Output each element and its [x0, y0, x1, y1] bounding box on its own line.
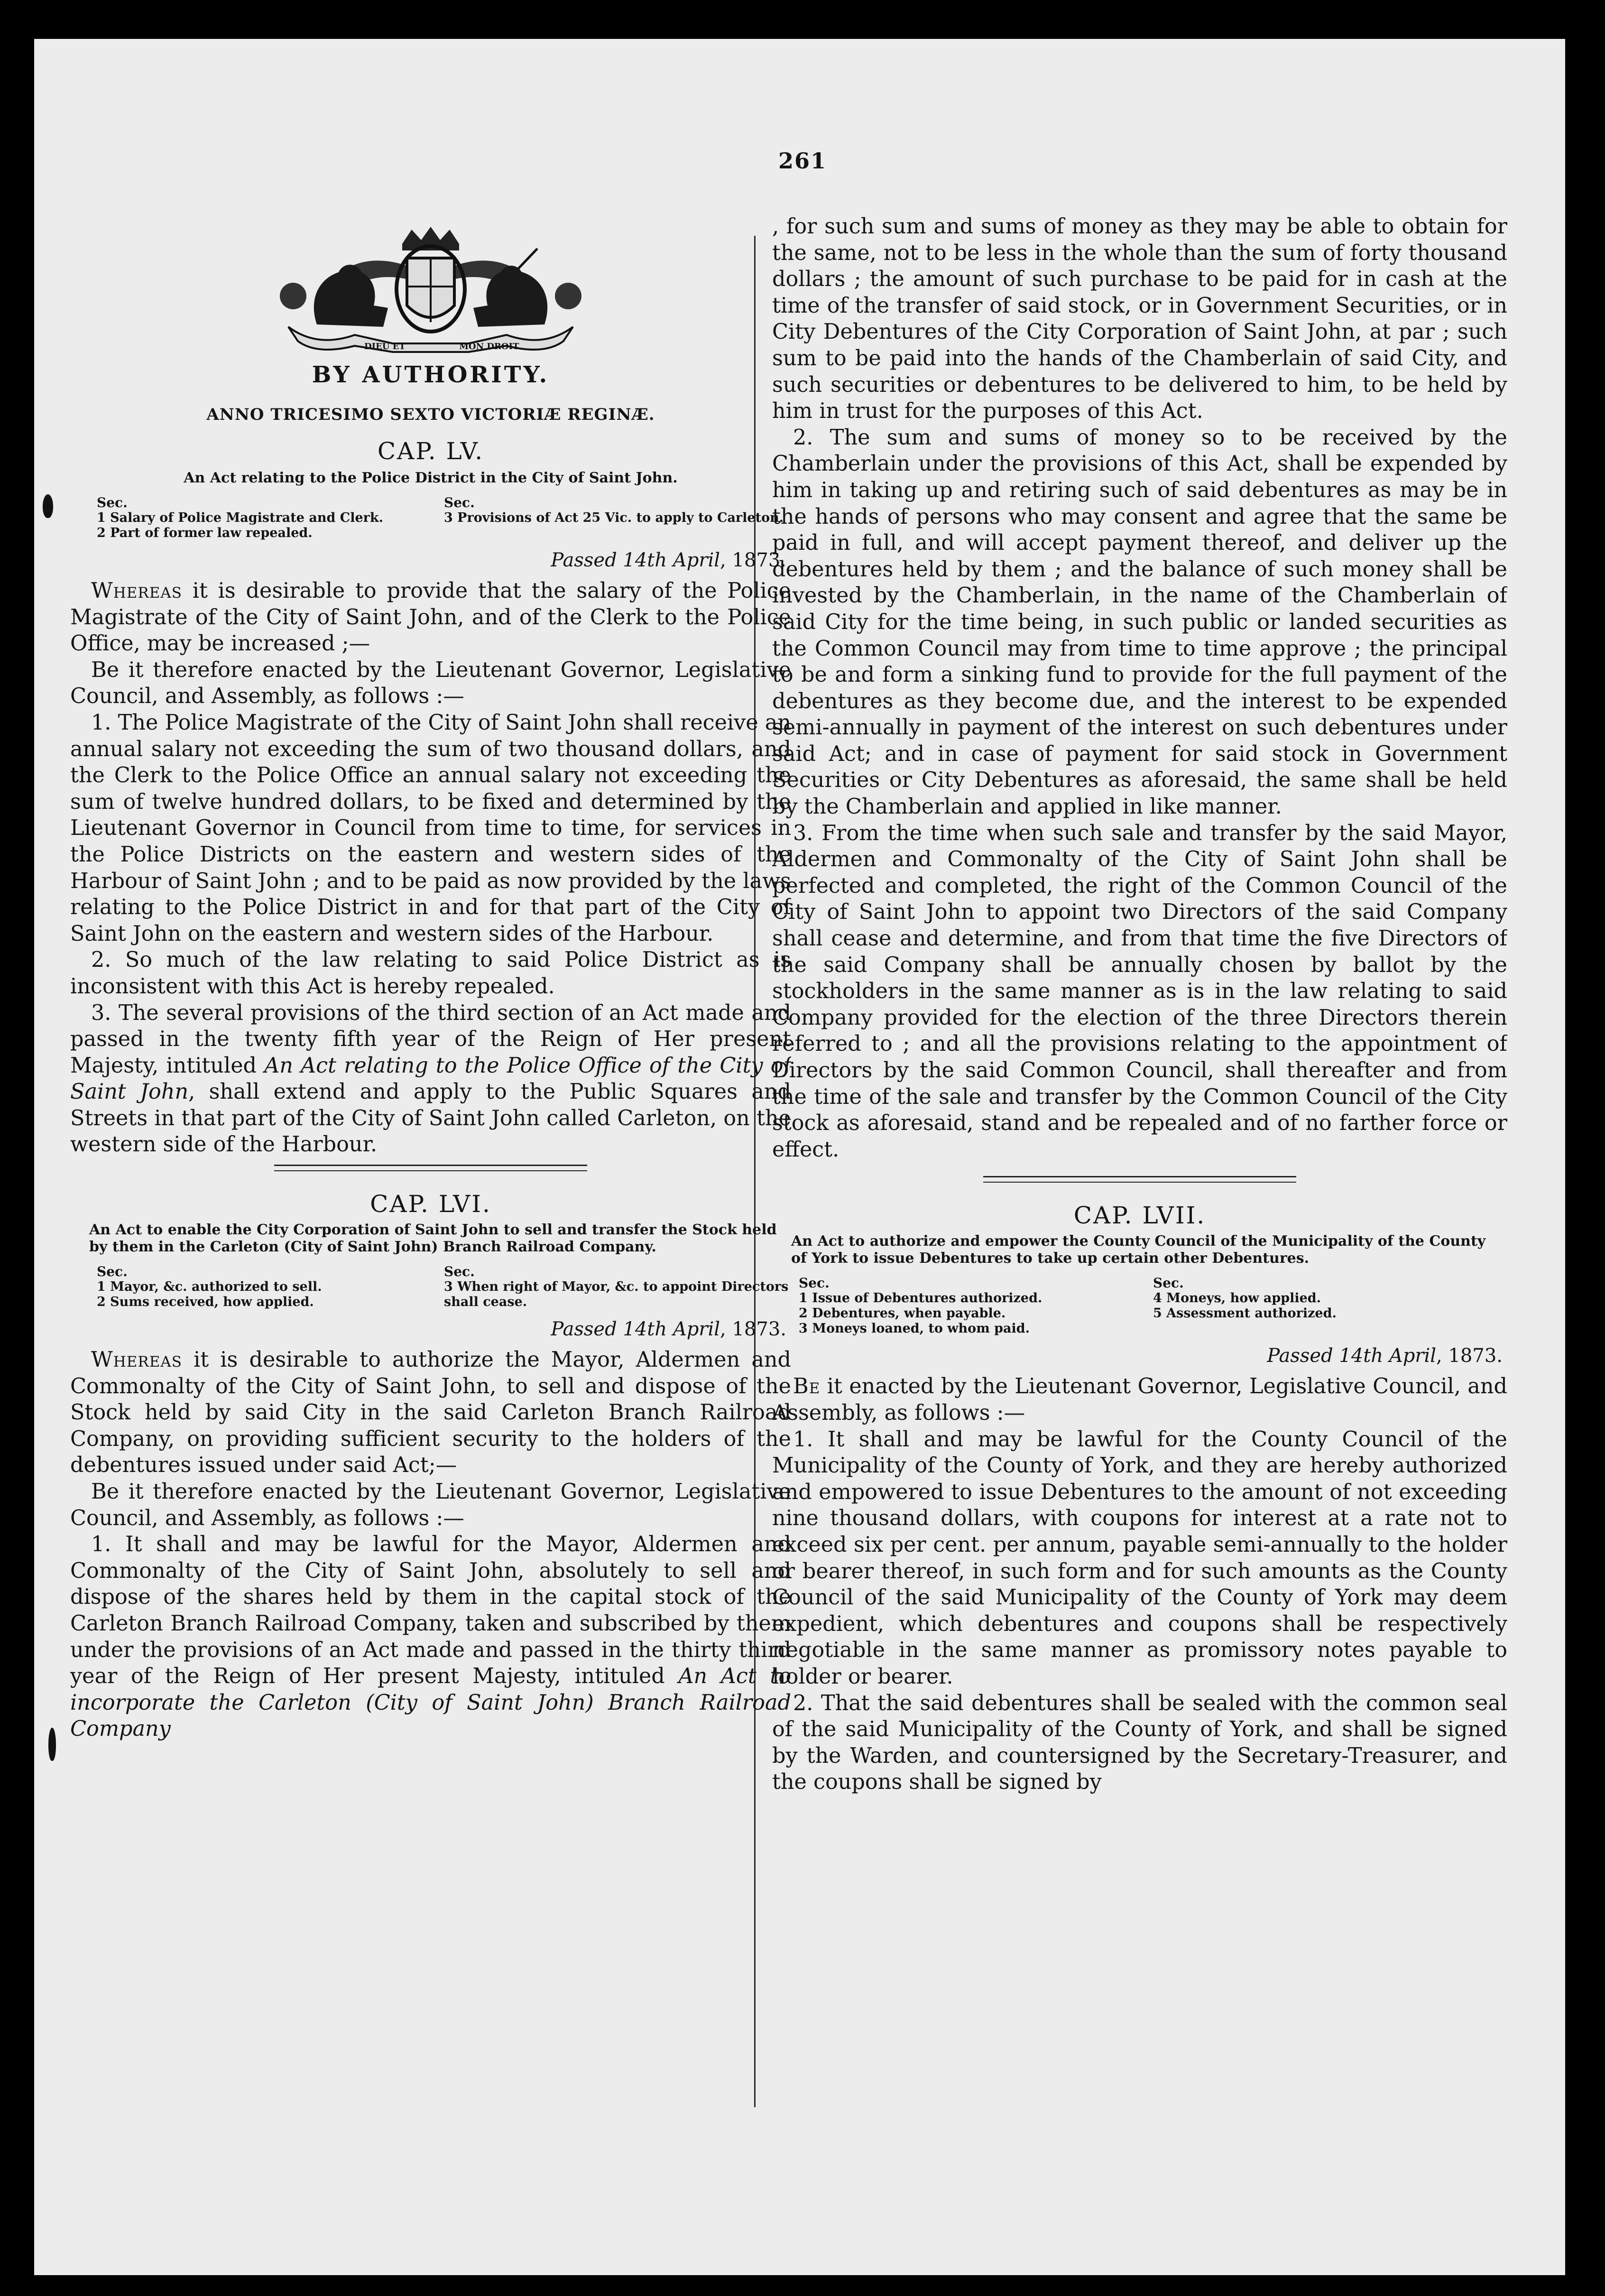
gazette-page: [34, 39, 1565, 2275]
s3-act-title: An Act relating to the Police Office of the City of Saint John: [70, 1053, 791, 1104]
be-word: Be: [793, 1374, 821, 1399]
passed-prefix: Passed: [551, 1318, 623, 1341]
sec-heading: Sec.: [799, 1275, 830, 1291]
whereas-word: Whereas: [91, 579, 182, 603]
sec-heading: Sec.: [444, 1264, 475, 1280]
motto-left: DIEU ET: [364, 342, 406, 352]
cap-57-heading: CAP. LVII.: [1073, 1202, 1206, 1230]
sec-item: 3 When right of Mayor, &c. to appoint Directors shall cease.: [444, 1279, 789, 1310]
royal-coat-of-arms-icon: [260, 225, 601, 353]
cap-56-section-index: [97, 1264, 791, 1310]
cap-56-heading: CAP. LVI.: [370, 1190, 491, 1218]
left-column: [70, 205, 791, 1742]
cap-56-section-2: 2. The sum and sums of money so to be received by the Chamberlain under the provisions of this Act, shall be expended by him in taking up and retiring such of said debentures as may be in the hands of persons who may consent and agree that the same be paid in full, and will accept payment thereof, and deliver up the debentures held by them ; and the balance of such money shall be invested by the Chamberlain, in the name of the Chamberlain of said City for the time being, in such public or landed securities as the Common Council may from time to time approve ; the principal to be and form a sinking fund to provide for the full payment of the debentures as they become due, and the interest to be expended semi-annually in payment of the interest on such debentures under said Act; and in case of payment for said stock in Government Securities or City Debentures as aforesaid, the same shall be held by the Chamberlain and applied in like manner.: [772, 425, 1507, 819]
passed-prefix: Passed: [551, 549, 623, 571]
cap-55-section-1: 1. The Police Magistrate of the City of Saint John shall receive an annual salary not exceeding the sum of two thousand dollars, and the Clerk to the Police Office an annual salary not exceeding the sum of twelve hundred dollars, to be fixed and determined by the Lieutenant Governor in Council from time to time, for services in the Police Districts on the eastern and western sides of the Harbour of Saint John ; and to be paid as now provided by the laws relating to the Police District in and for that part of the City of Saint John on the eastern and western sides of the Harbour.: [70, 710, 791, 946]
passed-prefix: Passed: [1267, 1345, 1339, 1367]
passed-year: , 1873.: [1436, 1345, 1503, 1367]
sec-item: 1 Salary of Police Magistrate and Clerk.: [97, 510, 384, 525]
sec-item: 3 Moneys loaned, to whom paid.: [799, 1321, 1030, 1336]
sec-item: 1 Mayor, &c. authorized to sell.: [97, 1279, 322, 1295]
cap-55-section-2: 2. So much of the law relating to said Police District as is inconsistent with this Act is hereby repealed.: [70, 948, 791, 999]
sec-item: 2 Part of former law repealed.: [97, 526, 313, 540]
cap-57-section-1: 1. It shall and may be lawful for the County Council of the Municipality of the County of York, and they are hereby authorized and empowered to issue Debentures to the amount of not exceeding nine thousand dollars, with coupons for interest at a rate not to exceed six per cent. per annum, payable semi-annually to the holder or bearer thereof, in such form and for such amounts as the County Council of the said Municipality of the County of York may deem expedient, which debentures and coupons shall be respectively negotiable in the same manner as promissory notes payable to holder or bearer.: [772, 1427, 1507, 1689]
sec-heading: Sec.: [444, 495, 475, 510]
cap-56-enacting-clause: Be it therefore enacted by the Lieutenant Governor, Legislative Council, and Assembly, as follows :—: [70, 1480, 791, 1530]
cap-57-enacting-clause: [772, 1373, 1507, 1426]
motto-right: MON DROIT: [459, 342, 519, 352]
cap-57-section-index: [799, 1276, 1507, 1336]
s3-text-a: 3. The several provisions of the third section of an Act made and passed in the twenty fifth year of the Reign of Her present Majesty, intituled: [70, 1000, 791, 1078]
preamble-text: it is desirable to authorize the Mayor, Aldermen and Commonalty of the City of Saint John, to sell and dispose of the Stock held by said City in the said Carleton Branch Railroad Company, on providing sufficient security to the holders of the debentures issued under said Act;—: [70, 1348, 791, 1478]
sec-item: 5 Assessment authorized.: [1153, 1306, 1337, 1321]
cap-55-section-3: [70, 1000, 791, 1158]
cap-55-enacting-clause: Be it therefore enacted by the Lieutenant Governor, Legislative Council, and Assembly, as follows :—: [70, 657, 791, 709]
sec-heading: Sec.: [97, 495, 128, 510]
whereas-word: Whereas: [91, 1348, 182, 1372]
sec-item: 2 Sums received, how applied.: [97, 1295, 314, 1310]
cap-56-passed-date: [70, 1318, 786, 1340]
section-rule: [983, 1176, 1296, 1183]
passed-date: 14th April: [1339, 1345, 1437, 1367]
enacting-text: it enacted by the Lieutenant Governor, Legislative Council, and Assembly, as follows :—: [772, 1374, 1507, 1425]
cap-55-title: An Act relating to the Police District in the City of Saint John.: [184, 470, 678, 486]
sec-item: 4 Moneys, how applied.: [1153, 1291, 1321, 1306]
s1-act-title: An Act to incorporate the Carleton (City of Saint John) Branch Railroad Company: [70, 1664, 791, 1741]
passed-date: 14th April: [623, 1318, 720, 1341]
cap-56-section-3: 3. From the time when such sale and transfer by the said Mayor, Aldermen and Commonalty of the City of Saint John shall be perfected and completed, the right of the Common Council of the City of Saint John to appoint two Directors of the said Company shall cease and determine, and from that time the five Directors of the said Company shall be annually chosen by ballot by the stockholders in the same manner as is in the law relating to said Company provided for the election of the three Directors therein referred to ; and all the provisions relating to the appointment of Directors by the said Common Council, shall thereafter and from the time of the sale and transfer by the Common Council of the City stock as aforesaid, stand and be repealed and of no farther force or effect.: [772, 821, 1507, 1162]
cap-55-passed-date: [70, 549, 786, 571]
cap-56-preamble: [70, 1347, 791, 1479]
section-rule: [274, 1165, 587, 1171]
preamble-text: it is desirable to provide that the salary of the Police Magistrate of the City of Saint John, and of the Clerk to the Police Office, may be increased ;—: [70, 579, 791, 656]
right-column: [772, 213, 1507, 1796]
cap-57-passed-date: [772, 1345, 1503, 1367]
page-number: 261: [778, 148, 827, 174]
s1-text-a: 1. It shall and may be lawful for the Mayor, Aldermen and Commonalty of the City of Saint John, absolutely to sell and dispose of the shares held by them in the capital stock of the Carleton Branch Railroad Company, taken and subscribed by them under the provisions of an Act made and passed in the thirty third year of the Reign of Her present Majesty, intituled: [70, 1532, 791, 1689]
sec-item: 2 Debentures, when payable.: [799, 1306, 1006, 1321]
cap-57-section-2: 2. That the said debentures shall be sealed with the common seal of the said Municipality of the County of York, and shall be signed by the Warden, and countersigned by the Secretary-Treasurer, and the coupons shall be signed by: [772, 1691, 1507, 1795]
cap-55-heading: CAP. LV.: [377, 437, 484, 465]
cap-57-title: An Act to authorize and empower the County Council of the Municipality of the County of York to issue Debentures to take up certain other Debentures.: [791, 1233, 1486, 1267]
sec-heading: Sec.: [97, 1264, 128, 1280]
passed-date: 14th April: [623, 549, 720, 571]
cap-56-title: An Act to enable the City Corporation of Saint John to sell and transfer the Stock held by them in the Carleton (City of Saint John) Branch Railroad Company.: [89, 1222, 777, 1256]
cap-55-section-index: [97, 495, 791, 541]
cap-56-section-1-part-a: [70, 1531, 791, 1742]
sec-heading: Sec.: [1153, 1275, 1184, 1291]
cap-55-preamble: [70, 578, 791, 657]
passed-year: , 1873.: [720, 1318, 786, 1341]
ink-blot: [43, 494, 53, 518]
sec-item: 3 Provisions of Act 25 Vic. to apply to Carleton.: [444, 510, 784, 525]
by-authority-heading: BY AUTHORITY.: [312, 361, 550, 388]
sec-item: 1 Issue of Debentures authorized.: [799, 1291, 1042, 1306]
passed-year: , 1873.: [720, 549, 786, 571]
ink-blot: [48, 1728, 56, 1761]
regnal-year-heading: ANNO TRICESIMO SEXTO VICTORIÆ REGINÆ.: [206, 405, 655, 424]
s3-text-b: , shall extend and apply to the Public Squares and Streets in that part of the City of Saint John called Carleton, on the western side of the Harbour.: [70, 1080, 791, 1157]
cap-56-section-1-part-b: , for such sum and sums of money as they may be able to obtain for the same, not to be less in the whole than the sum of forty thousand dollars ; the amount of such purchase to be paid for in cash at the time of the transfer of said stock, or in Government Securities, or in City Debentures of the City Corporation of Saint John, at par ; such sum to be paid into the hands of the Chamberlain of said City, and such securities or debentures to be delivered to him, to be held by him in trust for the purposes of this Act.: [772, 214, 1507, 424]
